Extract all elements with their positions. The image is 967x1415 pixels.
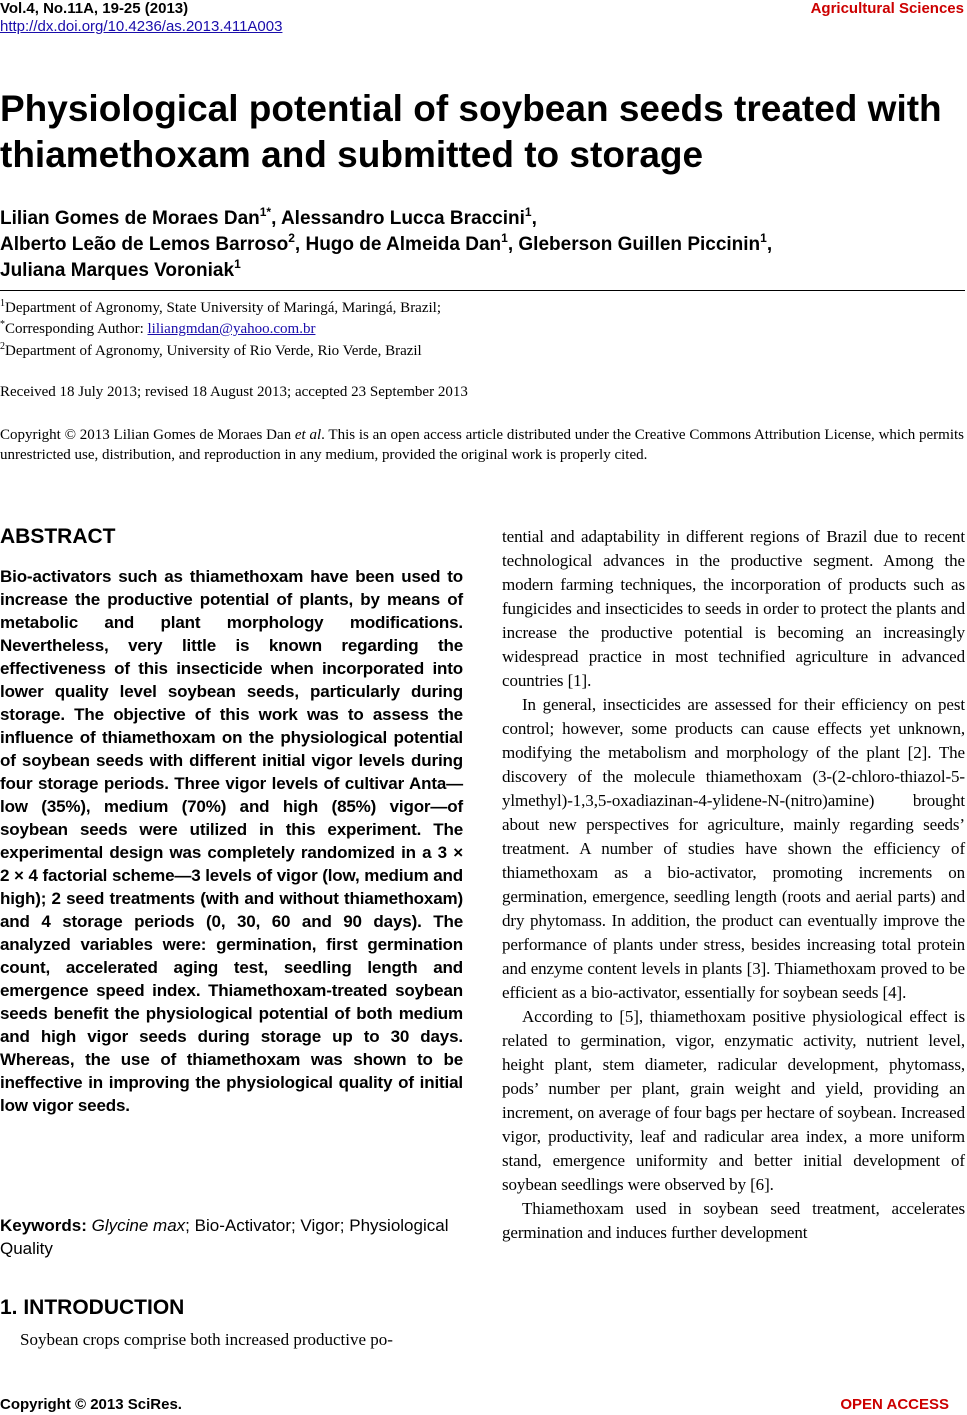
header-divider bbox=[0, 290, 965, 291]
author-list bbox=[0, 206, 960, 284]
email-link[interactable]: liliangmdan@yahoo.com.br bbox=[147, 321, 316, 337]
section-heading-introduction: 1. INTRODUCTION bbox=[0, 1296, 185, 1319]
intro-paragraph-col1: Soybean crops comprise both increased productive po- bbox=[20, 1330, 393, 1349]
paper-title: Physiological potential of soybean seeds treated with thiamethoxam and submitted to storage bbox=[0, 88, 942, 175]
author: Gleberson Guillen Piccinin$^1$, bbox=[518, 230, 773, 255]
author: Alessandro Lucca Braccini$^1$, bbox=[280, 204, 537, 229]
author: Juliana Marques Voroniak$^1$ bbox=[0, 256, 241, 281]
footer-open-access: OPEN ACCESS bbox=[840, 1396, 949, 1413]
copyright-notice: Copyright © 2013 Lilian Gomes de Moraes Dan et al. This is an open access article distributed under the Creative Commons Attribution License, which permits unrestricted use, distribution, and reproduction in any medium, provided the original work is properly cited. bbox=[0, 427, 965, 463]
journal-volume: Vol.4, No.11A, 19-25 (2013) bbox=[0, 0, 189, 17]
abstract-heading: ABSTRACT bbox=[0, 525, 116, 548]
journal-name: Agricultural Sciences bbox=[810, 0, 964, 17]
body-column-right bbox=[502, 525, 965, 1245]
body-paragraph: Thiamethoxam used in soybean seed treatment, accelerates germination and induces further development bbox=[502, 1199, 965, 1242]
body-paragraph: In general, insecticides are assessed for their efficiency on pest control; however, some products can cause effects yet unknown, modifying the metabolism and morphology of the plant [2]. The discovery of the molecule thiamethoxam (3-(2-chloro-thiazol-5-ylmethyl)-1,3,5-oxadiazinan-4-ylidene-N-(nitro)amine) brought about new perspectives for agriculture, mainly regarding seeds’ treatment. A number of studies have shown the efficiency of thiamethoxam as a bio-activator, promoting increments on germination, emergence, seedling length (roots and aerial parts) and dry phytomass. In addition, the product can eventually improve the performance of plants under stress, besides increasing total protein and enzyme content levels in plants [3]. Thiamethoxam proved to be efficient as a bio-activator, essentially for soybean seeds [4]. bbox=[502, 695, 965, 1002]
body-paragraph: tential and adaptability in different regions of Brazil due to recent technological advances in the productive segment. Among the modern farming techniques, the incorporation of products such as fungicides and insecticides to seeds in order to protect the plants and increase the productive potential is becoming an increasingly widespread practice in most technified agriculture in advanced countries [1]. bbox=[502, 527, 965, 690]
affiliation-2: $^2$Department of Agronomy, University of Rio Verde, Rio Verde, Brazil bbox=[0, 341, 422, 359]
affiliation-1: $^1$Department of Agronomy, State University of Maringá, Maringá, Brazil; bbox=[0, 298, 442, 316]
doi-link[interactable]: http://dx.doi.org/10.4236/as.2013.411A003 bbox=[0, 18, 283, 35]
author: Lilian Gomes de Moraes Dan$^{1*}$, bbox=[0, 204, 281, 229]
abstract-text: Bio-activators such as thiamethoxam have been used to increase the productive potential of plants, by means of metabolic and plant morphology modifications. Nevertheless, very little is known regarding the effectiveness of this insecticide when incorporated into lower quality level soybean seeds, particularly during storage. The objective of this work was to assess the influence of thiamethoxam on the physiological potential of soybean seeds with different initial vigor levels during four storage periods. Three vigor levels of cultivar Anta—low (35%), medium (70%) and high (85%) vigor—of soybean seeds were utilized in this experiment. The experimental design was completely randomized in a 3 × 2 × 4 factorial scheme—3 levels of vigor (low, medium and high); 2 seed treatments (with and without thiamethoxam) and 4 storage periods (0, 30, 60 and 90 days). The analyzed variables were: germination, first germination count, accelerated aging test, seedling length and emergence speed index. Thiamethoxam-treated soybean seeds benefit the physiological potential of both medium and high vigor seeds during storage up to 30 days. Whereas, the use of thiamethoxam was shown to be ineffective in improving the physiological quality of initial low vigor seeds. bbox=[0, 567, 463, 1115]
body-paragraph: According to [5], thiamethoxam positive physiological effect is related to germination, vigor, enzymatic activity, nutrient level, height plant, stem diameter, radicular development, phytomass, pods’ number per plant, grain weight and yield, providing an increment, on average of four bags per hectare of soybean. Increased vigor, productivity, leaf and radicular area index, a more uniform stand, emergence uniformity and better initial development of soybean seedlings were observed by [6]. bbox=[502, 1007, 965, 1194]
author: Alberto Leão de Lemos Barroso$^2$, bbox=[0, 230, 306, 255]
footer-copyright: Copyright © 2013 SciRes. bbox=[0, 1396, 182, 1413]
keywords: Keywords: Glycine max; Bio-Activator; Vigor; Physiological Quality bbox=[0, 1216, 449, 1258]
author: Hugo de Almeida Dan$^1$, bbox=[305, 230, 519, 255]
received-dates: Received 18 July 2013; revised 18 August 2013; accepted 23 September 2013 bbox=[0, 384, 468, 400]
corresponding-author: *Corresponding Author: liliangmdan@yahoo.com.br bbox=[0, 319, 316, 337]
